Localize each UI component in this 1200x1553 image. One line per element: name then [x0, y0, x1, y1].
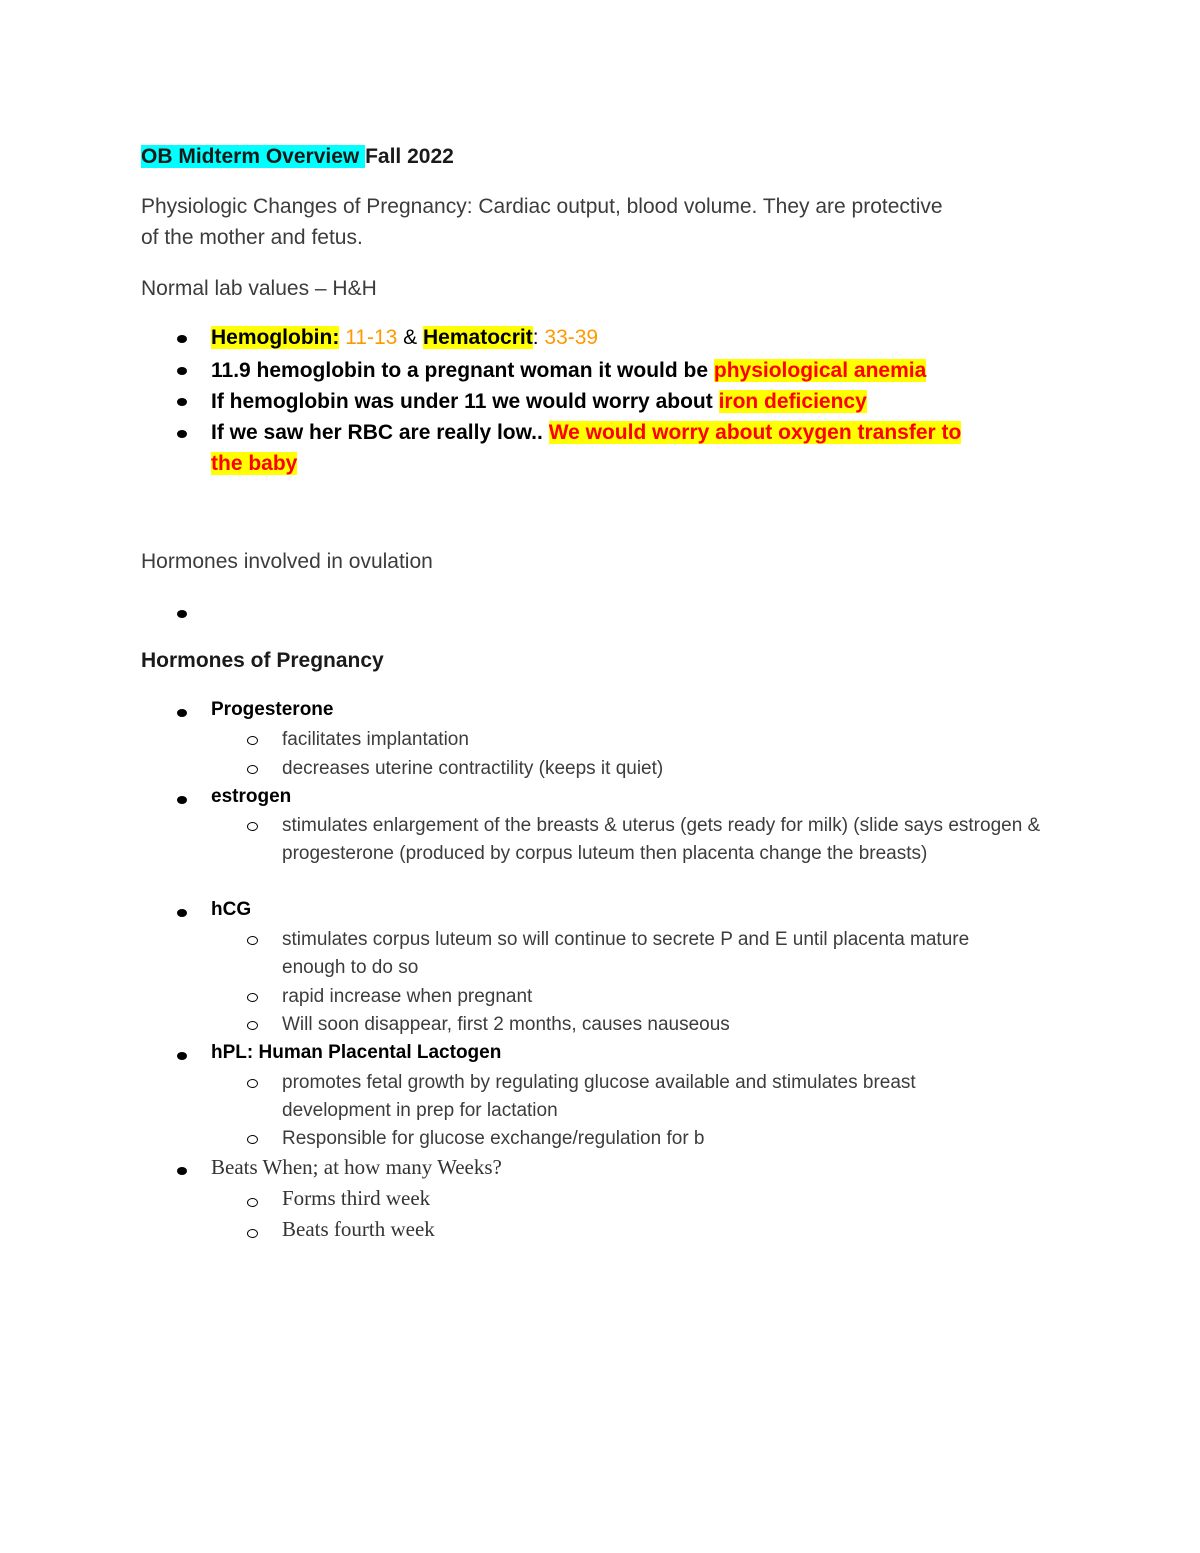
sub-bullet-circle	[247, 822, 258, 831]
lab-bullet-3	[211, 386, 867, 417]
ovulation-heading: Hormones involved in ovulation	[141, 550, 433, 573]
hemoglobin-label: Hemoglobin:	[211, 326, 340, 349]
beats-question: Beats When; at how many Weeks?	[211, 1155, 502, 1179]
hcg-item: rapid increase when pregnant	[282, 986, 533, 1007]
hcg-item: Will soon disappear, first 2 months, causes nauseous	[282, 1014, 730, 1035]
bullet-dot	[177, 610, 187, 618]
hormone-hpl: hPL: Human Placental Lactogen	[211, 1042, 502, 1063]
hematocrit-label: Hematocrit	[423, 326, 533, 349]
ampersand: &	[397, 326, 424, 349]
lab-bullet-4-cont	[211, 448, 297, 479]
bullet-4-text: If we saw her RBC are really low..	[211, 421, 549, 444]
physio-line-2: of the mother and fetus.	[141, 226, 363, 249]
lab-heading: Normal lab values – H&H	[141, 277, 377, 300]
hemoglobin-value: 11-13	[345, 326, 398, 349]
bullet-dot	[177, 335, 187, 343]
sub-bullet-circle	[247, 1079, 258, 1088]
bullet-dot	[177, 1167, 187, 1175]
sub-bullet-circle	[247, 1135, 258, 1144]
sub-bullet-circle	[247, 1021, 258, 1030]
title-rest: Fall 2022	[365, 145, 454, 168]
bullet-dot	[177, 709, 187, 717]
physio-line-1: Physiologic Changes of Pregnancy: Cardiac output, blood volume. They are protective	[141, 195, 943, 218]
hormone-estrogen: estrogen	[211, 786, 292, 807]
bullet-dot	[177, 398, 187, 406]
pregnancy-heading: Hormones of Pregnancy	[141, 649, 384, 672]
title-highlighted: OB Midterm Overview	[141, 145, 366, 168]
hematocrit-value: 33-39	[544, 326, 599, 349]
bullet-dot	[177, 909, 187, 917]
document-title	[141, 143, 454, 171]
colon: :	[532, 326, 545, 349]
hormone-progesterone: Progesterone	[211, 699, 334, 720]
bullet-2-text: 11.9 hemoglobin to a pregnant woman it would be	[211, 359, 714, 382]
progesterone-item: facilitates implantation	[282, 729, 469, 750]
beats-item: Forms third week	[282, 1186, 431, 1210]
sub-bullet-circle	[247, 1198, 258, 1207]
hpl-item: Responsible for glucose exchange/regulation for b	[282, 1128, 705, 1149]
sub-bullet-circle	[247, 993, 258, 1002]
bullet-dot	[177, 430, 187, 438]
sub-bullet-circle	[247, 1229, 258, 1238]
sub-bullet-circle	[247, 765, 258, 774]
progesterone-item: decreases uterine contractility (keeps it quiet)	[282, 758, 664, 779]
lab-bullet-1	[211, 322, 598, 353]
hpl-item: promotes fetal growth by regulating glucose available and stimulates breast development in prep for lactation	[282, 1072, 916, 1121]
oxygen-transfer-highlight: We would worry about oxygen transfer to	[548, 421, 962, 444]
estrogen-item: stimulates enlargement of the breasts & uterus (gets ready for milk) (slide says estrogen & progesterone (produced by corpus luteum then placenta change the breasts)	[282, 815, 1041, 864]
hormone-hcg: hCG	[211, 899, 252, 920]
lab-bullet-4	[211, 417, 961, 448]
bullet-3-text: If hemoglobin was under 11 we would worry about	[211, 390, 719, 413]
bullet-dot	[177, 796, 187, 804]
sub-bullet-circle	[247, 936, 258, 945]
the-baby-highlight: the baby	[211, 452, 298, 475]
sub-bullet-circle	[247, 736, 258, 745]
bullet-dot	[177, 367, 187, 375]
bullet-dot	[177, 1052, 187, 1060]
lab-bullet-2	[211, 355, 926, 386]
beats-item: Beats fourth week	[282, 1217, 435, 1241]
physiological-anemia-highlight: physiological anemia	[713, 359, 927, 382]
iron-deficiency-highlight: iron deficiency	[718, 390, 867, 413]
hcg-item: stimulates corpus luteum so will continue to secrete P and E until placenta mature enough to do so	[282, 929, 970, 978]
